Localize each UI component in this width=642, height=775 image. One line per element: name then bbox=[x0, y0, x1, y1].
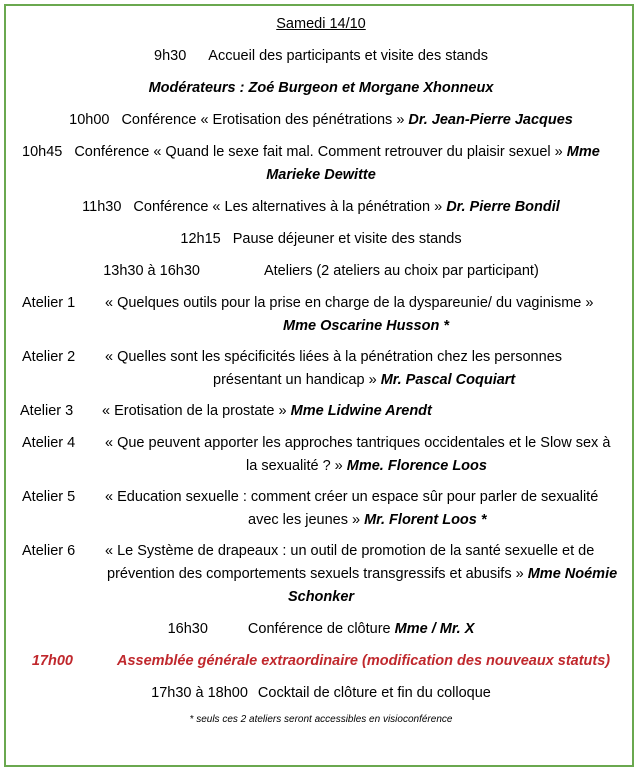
workshop-4-title: « Que peuvent apporter les approches tantriques occidentales et le Slow sex à bbox=[105, 435, 611, 451]
moderators: Modérateurs : Zoé Burgeon et Morgane Xhonneux bbox=[148, 80, 494, 96]
schedule-row-welcome bbox=[0, 48, 642, 64]
workshop-2-title-cont: présentant un handicap » Mr. Pascal Coquiart bbox=[213, 372, 516, 388]
time: 10h00 bbox=[69, 112, 110, 128]
speaker-continued: Marieke Dewitte bbox=[266, 167, 376, 183]
time: 17h00 bbox=[31, 653, 73, 669]
speaker: Dr. Jean-Pierre Jacques bbox=[408, 112, 573, 128]
workshop-5-title: « Education sexuelle : comment créer un espace sûr pour parler de sexualité bbox=[105, 489, 599, 505]
schedule-row-closing bbox=[0, 621, 642, 637]
workshop-6-title: « Le Système de drapeaux : un outil de promotion de la santé sexuelle et de bbox=[105, 543, 595, 559]
workshop-3-title: « Erotisation de la prostate » Mme Lidwine Arendt bbox=[102, 403, 432, 419]
schedule-row-conference-1 bbox=[0, 112, 642, 128]
activity: Cocktail de clôture et fin du colloque bbox=[257, 685, 491, 701]
workshop-4-label: Atelier 4 bbox=[22, 435, 76, 451]
time: 16h30 bbox=[167, 621, 208, 637]
speaker: Dr. Pierre Bondil bbox=[446, 199, 560, 215]
speaker: Mme / Mr. X bbox=[394, 621, 475, 637]
workshop-4-speaker: Mme. Florence Loos bbox=[346, 458, 487, 474]
workshop-1-title: « Quelques outils pour la prise en charge de la dyspareunie/ du vaginisme » bbox=[105, 295, 594, 311]
time: 10h45 bbox=[22, 144, 63, 160]
workshop-5-label: Atelier 5 bbox=[22, 489, 76, 505]
schedule-row-conference-3 bbox=[0, 199, 642, 215]
workshop-1-speaker: Mme Oscarine Husson * bbox=[283, 318, 449, 334]
schedule-row-general-assembly bbox=[0, 653, 642, 669]
workshop-2-speaker: Mr. Pascal Coquiart bbox=[380, 372, 516, 388]
workshop-6-title-cont: prévention des comportements sexuels transgressifs et abusifs » Mme Noémie bbox=[107, 566, 618, 582]
activity: Assemblée générale extraordinaire (modification des nouveaux statuts) bbox=[116, 653, 611, 669]
time: 13h30 à 16h30 bbox=[103, 263, 200, 279]
workshop-1-label: Atelier 1 bbox=[22, 295, 76, 311]
page-title: Samedi 14/10 bbox=[276, 16, 366, 32]
activity: Pause déjeuner et visite des stands bbox=[232, 231, 462, 247]
schedule-row-workshops bbox=[0, 263, 642, 279]
workshop-4-title-cont: la sexualité ? » Mme. Florence Loos bbox=[246, 458, 487, 474]
time: 11h30 bbox=[82, 199, 122, 215]
workshop-6-label: Atelier 6 bbox=[22, 543, 76, 559]
speaker: Mme bbox=[566, 144, 600, 160]
time: 17h30 à 18h00 bbox=[151, 685, 248, 701]
workshop-5-speaker: Mr. Florent Loos * bbox=[364, 512, 487, 528]
activity: Conférence « Les alternatives à la pénétration » bbox=[133, 199, 443, 215]
workshop-2-title: « Quelles sont les spécificités liées à la pénétration chez les personnes bbox=[105, 349, 563, 365]
schedule-row-cocktail bbox=[0, 685, 642, 701]
workshop-6-speaker-cont: Schonker bbox=[287, 589, 355, 605]
activity: Ateliers (2 ateliers au choix par participant) bbox=[263, 263, 539, 279]
activity: Accueil des participants et visite des stands bbox=[208, 48, 488, 64]
workshop-5-title-cont: avec les jeunes » Mr. Florent Loos * bbox=[248, 512, 487, 528]
footnote: * seuls ces 2 ateliers seront accessibles en visioconférence bbox=[189, 714, 453, 725]
time: 12h15 bbox=[180, 231, 221, 247]
time: 9h30 bbox=[154, 48, 187, 64]
schedule-row-lunch bbox=[0, 231, 642, 247]
activity: Conférence « Quand le sexe fait mal. Comment retrouver du plaisir sexuel » bbox=[74, 144, 563, 160]
activity: Conférence « Erotisation des pénétrations » bbox=[121, 112, 405, 128]
workshop-6-speaker: Mme Noémie bbox=[527, 566, 618, 582]
workshop-2-label: Atelier 2 bbox=[22, 349, 76, 365]
activity: Conférence de clôture bbox=[247, 621, 391, 637]
workshop-3-label: Atelier 3 bbox=[20, 403, 74, 419]
schedule-row-conference-2 bbox=[22, 144, 600, 160]
workshop-3-speaker: Mme Lidwine Arendt bbox=[290, 403, 432, 419]
